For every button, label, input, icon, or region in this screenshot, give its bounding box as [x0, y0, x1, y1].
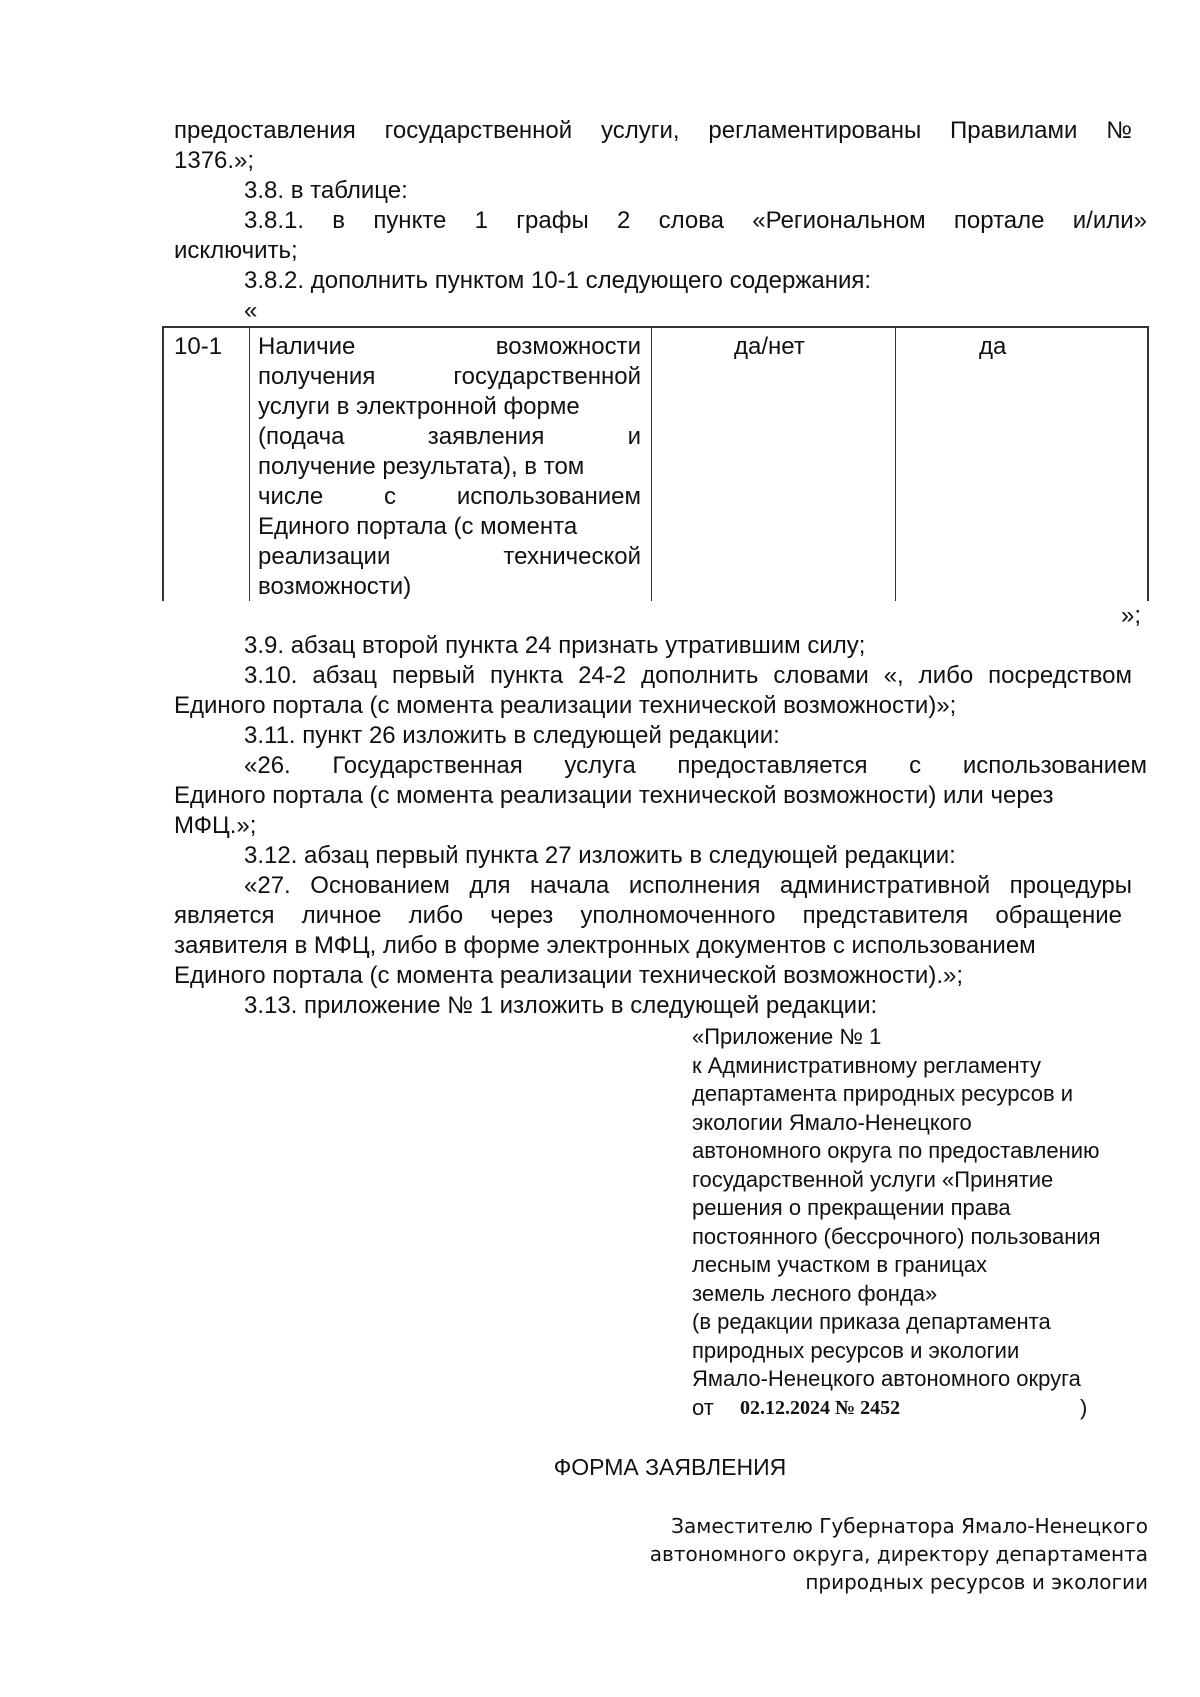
paragraph-line: 1376.»; — [174, 147, 255, 174]
appendix-line: природных ресурсов и экологии — [692, 1337, 1020, 1363]
paragraph-line: 3.13. приложение № 1 изложить в следующей редакции: — [244, 992, 878, 1019]
insert-table — [162, 326, 1149, 601]
paragraph-line: Единого портала (с момента реализации технической возможности)»; — [174, 692, 957, 719]
paragraph-line: 3.10. абзац первый пункта 24-2 дополнить словами «, либо посредством — [244, 662, 1132, 689]
appendix-date-line — [692, 1394, 1101, 1423]
addressee-line: природных ресурсов и экологии — [805, 1570, 1148, 1594]
table-cell-unit: да/нет — [734, 333, 805, 360]
paragraph-line: 3.8.1. в пункте 1 графы 2 слова «Региональном портале и/или» — [244, 207, 1147, 234]
description-line: числе с использованием — [258, 483, 641, 510]
table-cell-description — [258, 332, 641, 602]
paragraph-line: «26. Государственная услуга предоставляется с использованием — [244, 752, 1147, 779]
addressee-line: Заместителю Губернатора Ямало-Ненецкого — [671, 1514, 1148, 1538]
addressee-line: автономного округа, директору департамента — [649, 1542, 1148, 1566]
paragraph-line: является личное либо через уполномоченного представителя обращение — [174, 902, 1122, 929]
appendix-line: «Приложение № 1 — [692, 1024, 882, 1049]
paragraph-line: Единого портала (с момента реализации технической возможности) или через — [174, 782, 1054, 809]
close-paren: ) — [1080, 1394, 1088, 1420]
description-line: Единого портала (с момента — [258, 513, 578, 540]
appendix-line: к Административному регламенту — [692, 1052, 1042, 1078]
order-date-number: 02.12.2024 № 2452 — [740, 1396, 901, 1419]
appendix-line: лесным участком в границах — [692, 1252, 987, 1277]
paragraph-line: 3.11. пункт 26 изложить в следующей редакции: — [244, 722, 780, 749]
appendix-line: решения о прекращении права — [692, 1195, 1011, 1220]
paragraph-line: «27. Основанием для начала исполнения административной процедуры — [244, 872, 1132, 899]
appendix-line: Ямало-Ненецкого автономного округа — [692, 1366, 1081, 1391]
appendix-line: государственной услуги «Принятие — [692, 1166, 1054, 1192]
description-line: услуги в электронной форме — [258, 393, 580, 420]
appendix-line: департамента природных ресурсов и — [692, 1081, 1074, 1106]
appendix-line: земель лесного фонда» — [692, 1280, 938, 1306]
description-line: получения государственной — [258, 363, 641, 390]
from-label: от — [692, 1394, 714, 1420]
paragraph-line: МФЦ.»; — [174, 812, 257, 839]
table-divider — [895, 328, 896, 601]
paragraph-line: 3.9. абзац второй пункта 24 признать утратившим силу; — [244, 632, 866, 659]
appendix-line: автономного округа по предоставлению — [692, 1138, 1100, 1163]
paragraph-line: предоставления государственной услуги, регламентированы Правилами № — [174, 117, 1132, 144]
table-divider — [249, 328, 250, 601]
paragraph-line: исключить; — [174, 237, 298, 264]
table-cell-value: да — [979, 333, 1007, 360]
table-divider — [651, 328, 652, 601]
description-line: получение результата), в том — [258, 453, 585, 480]
appendix-header — [692, 1023, 1101, 1422]
appendix-line: экологии Ямало-Ненецкого — [692, 1109, 972, 1135]
description-line: возможности) — [258, 573, 412, 600]
quote-close: »; — [1121, 602, 1142, 629]
description-line: (подача заявления и — [258, 423, 641, 450]
quote-open: « — [244, 297, 258, 324]
paragraph-line: заявителя в МФЦ, либо в форме электронных документов с использованием — [174, 932, 1036, 959]
appendix-line: постоянного (бессрочного) пользования — [692, 1223, 1101, 1249]
table-cell-number: 10-1 — [174, 333, 223, 360]
paragraph-line: Единого портала (с момента реализации технической возможности).»; — [174, 962, 964, 989]
paragraph-line: 3.12. абзац первый пункта 27 изложить в следующей редакции: — [244, 842, 956, 869]
description-line: реализации технической — [258, 543, 641, 570]
form-title: ФОРМА ЗАЯВЛЕНИЯ — [553, 1454, 787, 1480]
paragraph-line: 3.8. в таблице: — [244, 177, 408, 204]
paragraph-line: 3.8.2. дополнить пунктом 10-1 следующего содержания: — [244, 267, 872, 294]
description-line: Наличие возможности — [258, 333, 641, 360]
appendix-line: (в редакции приказа департамента — [692, 1309, 1051, 1334]
